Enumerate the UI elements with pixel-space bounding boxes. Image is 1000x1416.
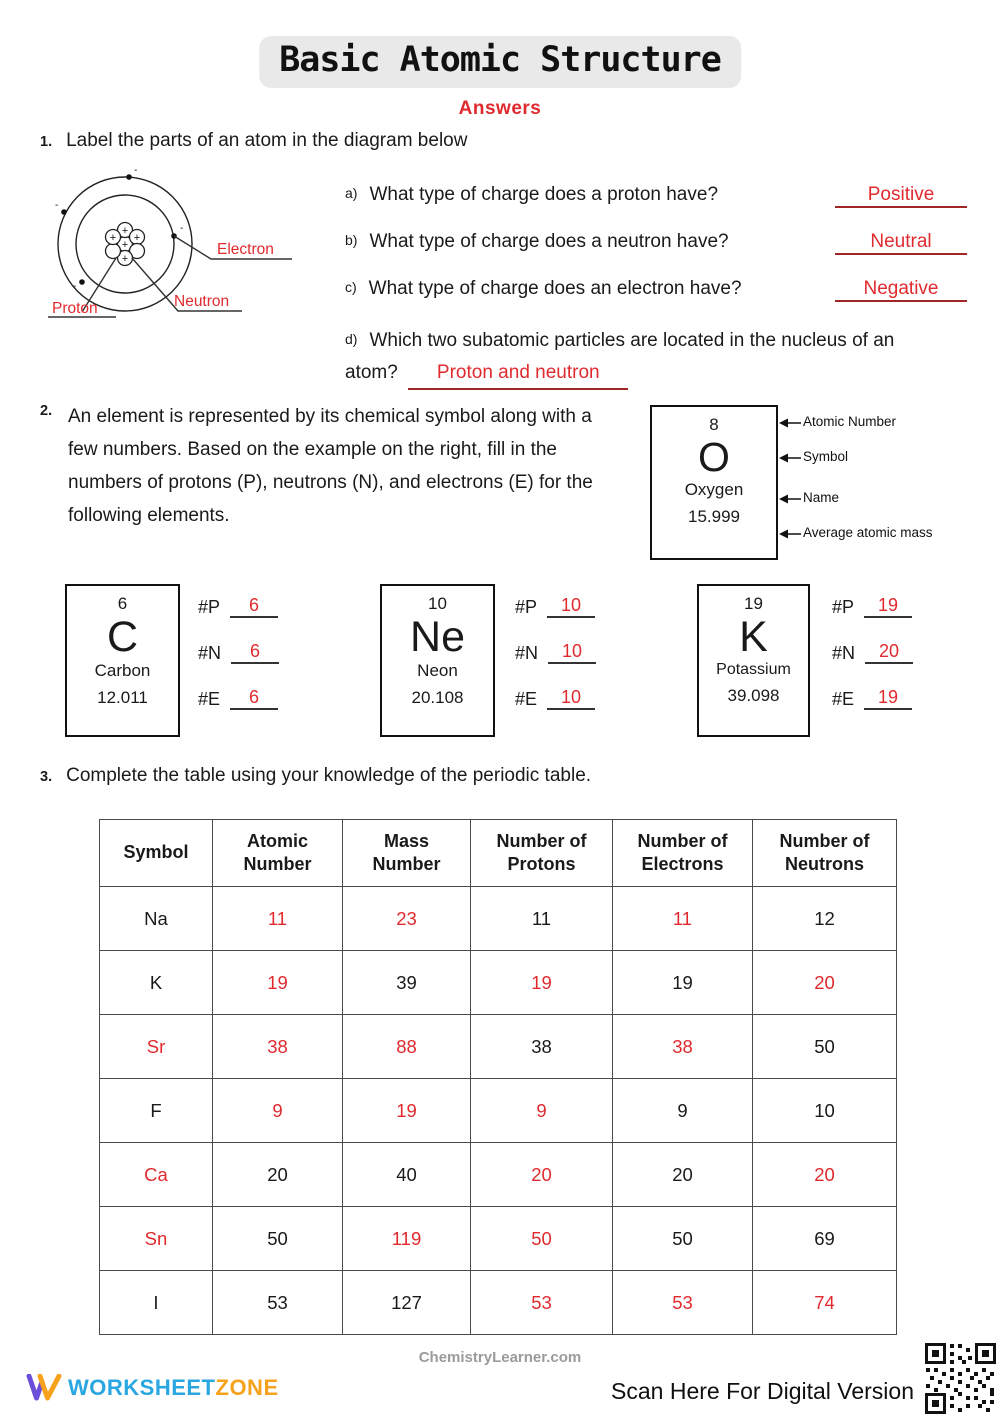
- table-row: [100, 1015, 897, 1079]
- question-1-prompt: Label the parts of an atom in the diagram below: [66, 130, 468, 151]
- question-1c: [345, 278, 967, 302]
- potassium-name: Potassium: [716, 661, 791, 679]
- scan-here-text: Scan Here For Digital Version: [611, 1378, 914, 1404]
- worksheetzone-logo-icon: [26, 1374, 62, 1401]
- table-cell: 19: [471, 951, 613, 1015]
- table-cell: 38: [213, 1015, 343, 1079]
- potassium-neutrons-row: [832, 638, 962, 664]
- column-header: Mass Number: [343, 820, 471, 887]
- table-cell: 50: [613, 1207, 753, 1271]
- protons-field-label: #P: [198, 597, 221, 617]
- svg-text:-: -: [73, 281, 77, 292]
- potassium-neutrons-answer: 20: [865, 641, 913, 664]
- potassium-answers: [832, 592, 962, 730]
- svg-text:+: +: [133, 232, 141, 244]
- example-atomic-number: 8: [709, 415, 719, 434]
- neon-electrons-answer: 10: [547, 687, 595, 710]
- potassium-element-box: [697, 584, 810, 737]
- electron-label: Electron: [217, 241, 274, 258]
- table-cell: 20: [213, 1143, 343, 1207]
- table-cell: 20: [753, 1143, 897, 1207]
- table-cell: 12: [753, 887, 897, 951]
- neon-answers: [515, 592, 645, 730]
- site-credit: ChemistryLearner.com: [418, 1349, 582, 1366]
- svg-text:-: -: [134, 165, 138, 176]
- potassium-symbol: K: [739, 613, 768, 661]
- table-cell: 19: [213, 951, 343, 1015]
- electrons-field-label: #E: [832, 689, 855, 709]
- neon-atomic-number: 10: [428, 594, 447, 613]
- neon-electrons-row: [515, 684, 645, 710]
- potassium-mass: 39.098: [727, 686, 780, 706]
- question-1-header: [40, 130, 467, 152]
- table-cell: 38: [613, 1015, 753, 1079]
- electrons-field-label: #E: [198, 689, 221, 709]
- neon-protons-row: [515, 592, 645, 618]
- carbon-electrons-answer: 6: [230, 687, 278, 710]
- element-table-wrap: [99, 819, 897, 1335]
- column-header: Number of Neutrons: [753, 820, 897, 887]
- protons-field-label: #P: [832, 597, 855, 617]
- logo-worksheet-text: WORKSHEET: [68, 1374, 216, 1400]
- question-1d: [345, 325, 937, 390]
- table-row: [100, 1079, 897, 1143]
- table-cell: 74: [753, 1271, 897, 1335]
- potassium-protons-answer: 19: [864, 595, 912, 618]
- svg-text:+: +: [109, 232, 117, 244]
- column-header: Number of Protons: [471, 820, 613, 887]
- table-cell: 20: [613, 1143, 753, 1207]
- table-cell: 10: [753, 1079, 897, 1143]
- table-cell: 19: [343, 1079, 471, 1143]
- neon-mass: 20.108: [411, 688, 464, 708]
- table-cell: 69: [753, 1207, 897, 1271]
- atom-diagram: [30, 164, 345, 334]
- table-cell: 9: [471, 1079, 613, 1143]
- table-cell: 40: [343, 1143, 471, 1207]
- table-cell: 20: [753, 951, 897, 1015]
- question-1-list: [345, 184, 967, 398]
- table-cell: 127: [343, 1271, 471, 1335]
- neutrons-field-label: #N: [832, 643, 856, 663]
- neon-protons-answer: 10: [547, 595, 595, 618]
- potassium-atomic-number: 19: [744, 594, 763, 613]
- table-cell: Na: [100, 887, 213, 951]
- svg-text:+: +: [121, 239, 129, 251]
- question-1-number: 1.: [40, 134, 53, 150]
- potassium-electrons-answer: 19: [864, 687, 912, 710]
- neon-element-box: [380, 584, 495, 737]
- table-cell: 23: [343, 887, 471, 951]
- carbon-protons-row: [198, 592, 328, 618]
- column-header: Atomic Number: [213, 820, 343, 887]
- carbon-symbol: C: [106, 613, 139, 661]
- column-header: Number of Electrons: [613, 820, 753, 887]
- protons-field-label: #P: [515, 597, 538, 617]
- table-row: [100, 951, 897, 1015]
- table-cell: K: [100, 951, 213, 1015]
- table-cell: 39: [343, 951, 471, 1015]
- electrons-field-label: #E: [515, 689, 538, 709]
- table-row: [100, 1143, 897, 1207]
- table-cell: 19: [613, 951, 753, 1015]
- example-name: Oxygen: [684, 480, 744, 500]
- answers-label: Answers: [458, 98, 542, 119]
- carbon-neutrons-row: [198, 638, 328, 664]
- table-cell: 88: [343, 1015, 471, 1079]
- question-2-prompt: An element is represented by its chemical symbol along with a few numbers. Based on the example on the right, fill in the numbers of protons (P), neutrons (N), and electrons (E) for the following elements.: [68, 406, 593, 526]
- neon-neutrons-row: [515, 638, 645, 664]
- carbon-name: Carbon: [94, 661, 151, 681]
- table-cell: 53: [213, 1271, 343, 1335]
- qr-code: [924, 1342, 997, 1415]
- svg-text:-: -: [180, 223, 184, 234]
- atomic-number-callout: Atomic Number: [803, 414, 897, 429]
- table-cell: 11: [471, 887, 613, 951]
- table-row: [100, 887, 897, 951]
- table-cell: F: [100, 1079, 213, 1143]
- table-cell: 50: [753, 1015, 897, 1079]
- question-1d-answer: Proton and neutron: [408, 357, 628, 390]
- symbol-callout: Symbol: [803, 449, 849, 464]
- table-cell: 53: [613, 1271, 753, 1335]
- question-1d-text: Which two subatomic particles are located in the nucleus of an atom?: [345, 330, 895, 383]
- neutron-label: Neutron: [174, 293, 230, 310]
- carbon-answers: [198, 592, 328, 730]
- question-1b-text: What type of charge does a neutron have?: [369, 231, 729, 252]
- neon-symbol: Ne: [410, 613, 465, 661]
- table-cell: I: [100, 1271, 213, 1335]
- potassium-protons-row: [832, 592, 962, 618]
- mass-callout: Average atomic mass: [803, 525, 933, 540]
- question-1d-letter: d): [345, 331, 358, 347]
- neutrons-field-label: #N: [198, 643, 222, 663]
- table-cell: 9: [613, 1079, 753, 1143]
- carbon-mass: 12.011: [97, 688, 148, 708]
- element-table-body: [100, 887, 897, 1335]
- table-cell: Sn: [100, 1207, 213, 1271]
- table-cell: 119: [343, 1207, 471, 1271]
- question-1c-text: What type of charge does an electron have?: [368, 278, 742, 299]
- potassium-electrons-row: [832, 684, 962, 710]
- carbon-protons-answer: 6: [230, 595, 278, 618]
- name-callout: Name: [803, 490, 840, 505]
- question-1c-letter: c): [345, 279, 357, 295]
- table-cell: 11: [213, 887, 343, 951]
- table-cell: 20: [471, 1143, 613, 1207]
- question-3-prompt: Complete the table using your knowledge of the periodic table.: [66, 765, 592, 786]
- table-cell: 9: [213, 1079, 343, 1143]
- question-1b-letter: b): [345, 232, 358, 248]
- question-1a: [345, 184, 967, 208]
- question-1a-text: What type of charge does a proton have?: [369, 184, 719, 205]
- logo-zone-text: ZONE: [215, 1374, 279, 1400]
- question-1b: [345, 231, 967, 255]
- svg-text:-: -: [55, 200, 59, 211]
- example-mass: 15.999: [688, 507, 740, 527]
- proton-label: Proton: [52, 300, 98, 317]
- table-cell: Ca: [100, 1143, 213, 1207]
- table-cell: 53: [471, 1271, 613, 1335]
- title-background: [259, 36, 741, 88]
- example-symbol: O: [698, 434, 730, 480]
- table-row: [100, 1271, 897, 1335]
- table-cell: 50: [471, 1207, 613, 1271]
- question-1a-answer: Positive: [835, 184, 967, 208]
- question-3-header: [40, 765, 591, 787]
- svg-text:+: +: [121, 225, 129, 237]
- table-cell: Sr: [100, 1015, 213, 1079]
- table-cell: 38: [471, 1015, 613, 1079]
- question-3-number: 3.: [40, 769, 53, 785]
- page-title: Basic Atomic Structure: [279, 40, 721, 80]
- question-1a-letter: a): [345, 185, 358, 201]
- question-1b-answer: Neutral: [835, 231, 967, 255]
- svg-text:+: +: [121, 253, 129, 265]
- carbon-neutrons-answer: 6: [231, 641, 279, 664]
- element-table: [99, 819, 897, 1335]
- table-row: [100, 1207, 897, 1271]
- table-cell: 11: [613, 887, 753, 951]
- carbon-electrons-row: [198, 684, 328, 710]
- neutrons-field-label: #N: [515, 643, 539, 663]
- worksheetzone-logo: [26, 1374, 279, 1401]
- table-cell: 50: [213, 1207, 343, 1271]
- carbon-atomic-number: 6: [117, 594, 128, 613]
- neon-name: Neon: [417, 661, 458, 681]
- carbon-element-box: [65, 584, 180, 737]
- question-2-number: 2.: [40, 403, 53, 419]
- question-1c-answer: Negative: [835, 278, 967, 302]
- column-header: Symbol: [100, 820, 213, 887]
- element-table-head-row: [100, 820, 897, 887]
- neon-neutrons-answer: 10: [548, 641, 596, 664]
